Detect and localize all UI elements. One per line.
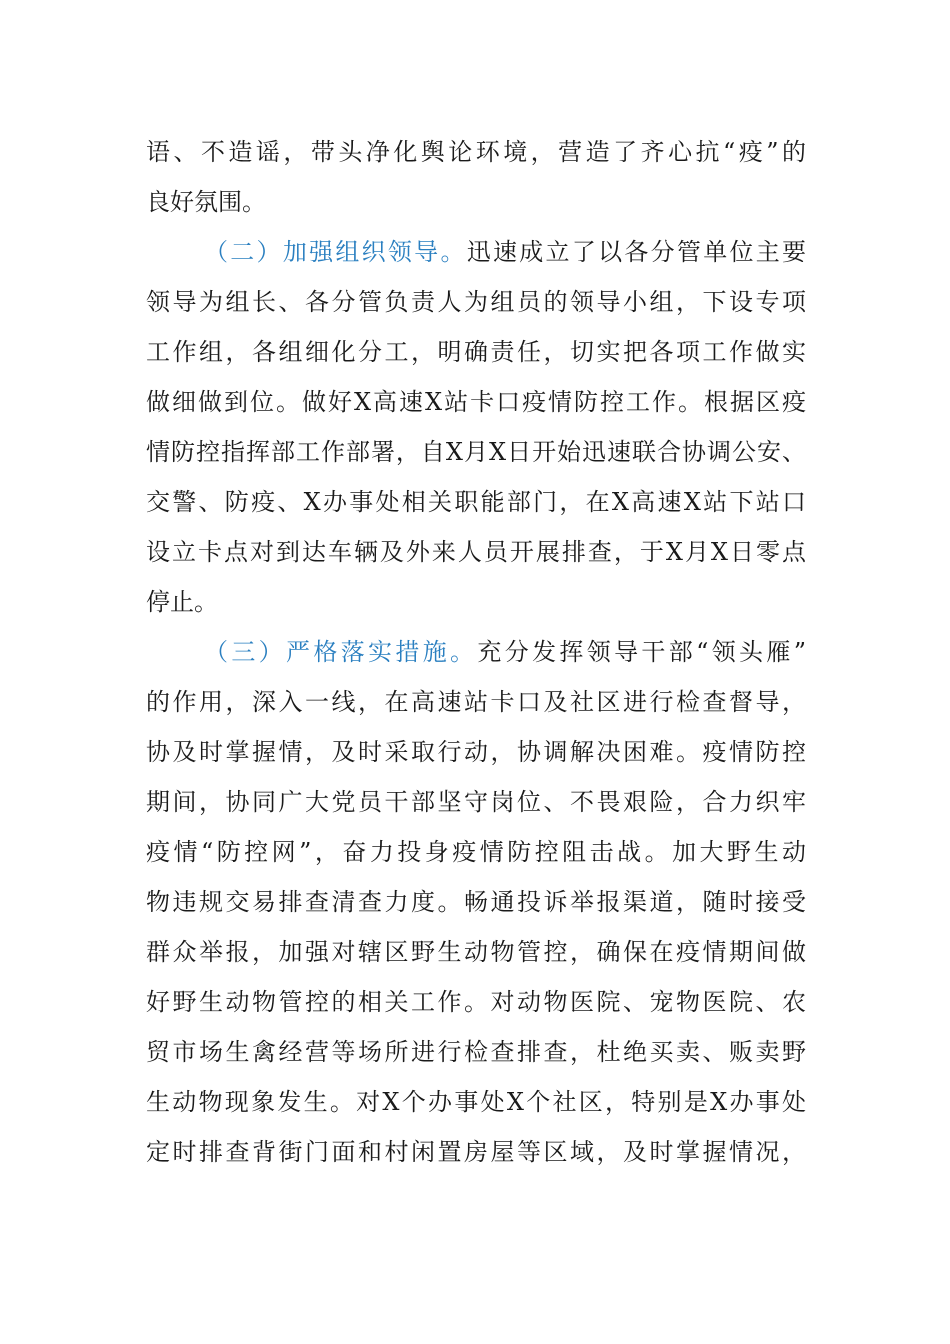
body-line: 疫情“防控网”，奋力投身疫情防控阻击战。加大野生动 (146, 838, 806, 866)
body-line: 定时排查背街门面和村闲置房屋等区域，及时掌握情况， (146, 1138, 806, 1166)
body-line: 领导为组长、各分管负责人为组员的领导小组，下设专项 (146, 288, 806, 316)
body-line: 群众举报，加强对辖区野生动物管控，确保在疫情期间做 (146, 938, 806, 966)
paragraph-first-line (146, 227, 806, 277)
body-line: 的作用，深入一线，在高速站卡口及社区进行检查督导， (146, 688, 806, 716)
paragraph-first-line (146, 627, 806, 677)
body-line: 交警、防疫、X办事处相关职能部门，在X高速X站下站口 (146, 488, 806, 516)
body-line: 语、不造谣，带头净化舆论环境，营造了齐心抗“疫”的 (146, 138, 806, 166)
body-text: 充分发挥领导干部“领头雁” (477, 638, 806, 666)
body-line: 停止。 (146, 588, 218, 616)
paragraph-continuation (146, 127, 806, 227)
paragraph-organization (146, 227, 806, 627)
document-body (146, 127, 806, 1177)
body-line: 协及时掌握情，及时采取行动，协调解决困难。疫情防控 (146, 738, 806, 766)
body-line: 物违规交易排查清查力度。畅通投诉举报渠道，随时接受 (146, 888, 806, 916)
body-line: 期间，协同广大党员干部坚守岗位、不畏艰险，合力织牢 (146, 788, 806, 816)
body-line: 做细做到位。做好X高速X站卡口疫情防控工作。根据区疫 (146, 388, 806, 416)
section-heading: （三）严格落实措施。 (204, 638, 478, 666)
body-line: 工作组，各组细化分工，明确责任，切实把各项工作做实 (146, 338, 806, 366)
body-line: 生动物现象发生。对X个办事处X个社区，特别是X办事处 (146, 1088, 806, 1116)
section-heading: （二）加强组织领导。 (204, 238, 467, 266)
body-line: 好野生动物管控的相关工作。对动物医院、宠物医院、农 (146, 988, 806, 1016)
paragraph-measures (146, 627, 806, 1177)
body-line: 贸市场生禽经营等场所进行检查排查，杜绝买卖、贩卖野 (146, 1038, 806, 1066)
body-line: 情防控指挥部工作部署，自X月X日开始迅速联合协调公安、 (146, 438, 806, 466)
body-text: 迅速成立了以各分管单位主要 (466, 238, 807, 266)
body-line: 设立卡点对到达车辆及外来人员开展排查，于X月X日零点 (146, 538, 806, 566)
body-line: 良好氛围。 (146, 188, 266, 216)
